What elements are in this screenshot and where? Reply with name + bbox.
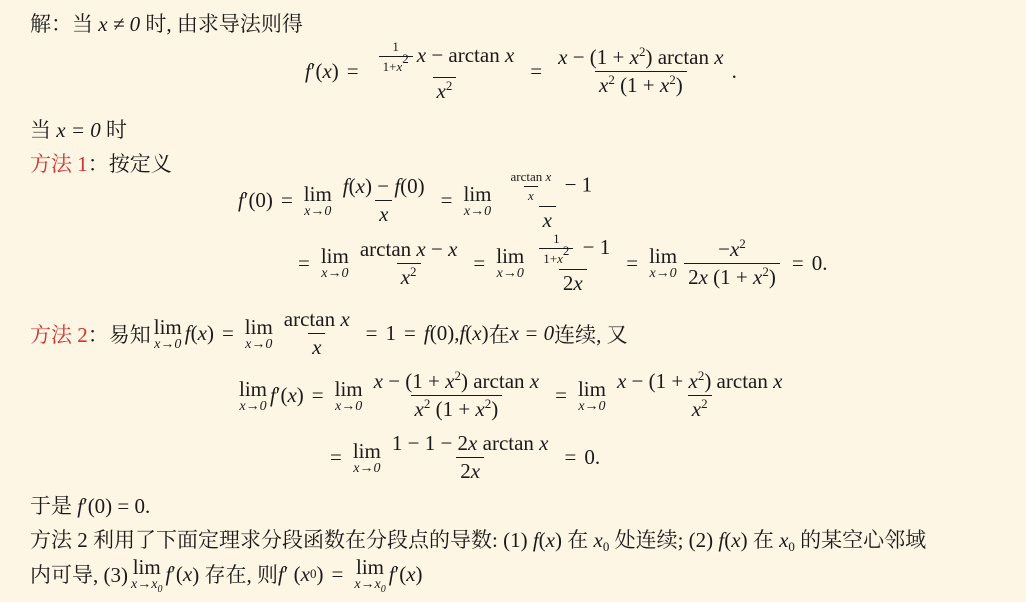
note-text: 方法 2 利用了下面定理求分段函数在分段点的导数: (1)	[30, 528, 533, 552]
method2-heading: 方法 2 ：易知 lim x→0 f ( x ) = lim x→0 $\frac{\text{arctan x}}{x}$ = 1 = f (0), f ( x ) 在 x = 0 连续, 又	[30, 307, 628, 360]
method1-label: 方法 1	[30, 152, 88, 176]
case-zero-line	[30, 114, 127, 144]
note-text: 在	[747, 528, 780, 552]
case-zero-suffix: 时	[100, 118, 127, 142]
method2-formula-2: = lim x→0 $\frac{\text{1 − 1 − 2x arctan x}}{2x}$ = 0.	[330, 431, 601, 484]
method2-label: 方法 2	[30, 322, 88, 347]
method1-heading	[30, 148, 172, 178]
note-text: 的某空心邻域	[794, 528, 927, 552]
note-text: 处连续; (2)	[609, 528, 719, 552]
method1-formula-1: f ′(0) = lim x→0 $\frac{f(x) - f(0)}{x}$ = lim x→0 $\frac{\text{arctan x}}{x}$ − 1 x	[238, 169, 593, 232]
case-zero-cond: x = 0	[56, 118, 101, 142]
fraction: $\frac{1}{1+x^2}$ x − arctan x $x^2$	[371, 40, 519, 103]
note-text: 在	[562, 528, 594, 552]
note-line-2: 内可导, (3) lim $x\to x_0$ f ′( x ) 存在, 则 f ′ ( x 0 ) = lim $x\to x_0$ f ′( x )	[30, 555, 423, 596]
intro-suffix: 时, 由求导法则得	[140, 12, 303, 36]
conclusion-line: 于是 f′(0) = 0.	[30, 494, 151, 518]
case-zero-prefix: 当	[30, 118, 57, 142]
intro-cond: x ≠ 0	[98, 12, 141, 36]
method2-formula-1: lim x→0 f ′( x ) = lim x→0 $\frac{x - (1 + x^2) \arctan x}{x^2 (1 + x^2)}$ = lim x→0 $\frac{x - (1 + x^2) \arctan x}{x^2}$	[239, 368, 783, 422]
method2-cond: x = 0	[509, 321, 555, 346]
note-text: 内可导, (3)	[30, 563, 128, 588]
fraction: $\frac{x - (1 + x^2) \arctan x}{x^2 (1 + x^2)}$	[558, 43, 724, 97]
method1-formula-2: = lim x→0 $\frac{\text{arctan x − x}}{x^2}$ = lim x→0 $\frac{1}{1+x^2}$ − 1 2x = lim x→0 $\frac{-x^2}{2x (1 + x^2)}$ = 0.	[298, 231, 828, 295]
method2-text3: 连续, 又	[554, 322, 628, 347]
note-line-1: 方法 2 利用了下面定理求分段函数在分段点的导数: (1) f(x) 在 $x_0$ 处连续; (2) f(x) 在 $x_0$ 的某空心邻域	[30, 528, 927, 554]
method2-text2: 在	[488, 322, 510, 347]
method2-text1: ：易知	[87, 322, 151, 347]
method1-text: ：按定义	[87, 152, 172, 176]
intro-prefix: 解：当	[30, 12, 99, 36]
derivative-formula: f ′( x ) = $\frac{1}{1+x^2}$ x − arctan x $x^2$ = $\frac{x - (1 + x^2) \arctan x}{x^2 (1 + x^2)}$ .	[305, 39, 737, 103]
intro-line	[30, 8, 303, 38]
conclusion-text: 于是	[30, 494, 78, 518]
